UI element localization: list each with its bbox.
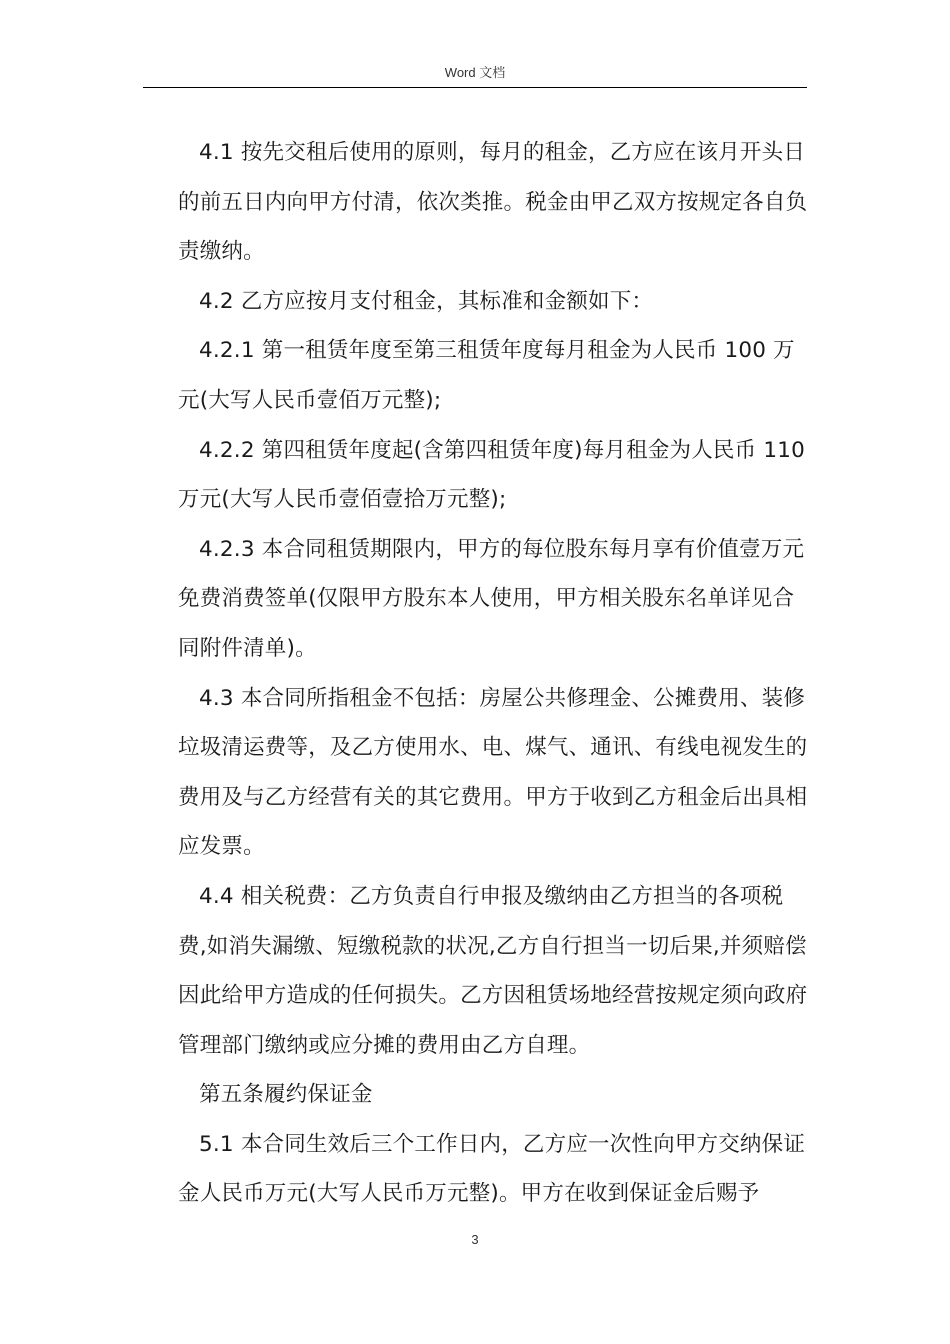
page-number: 3 xyxy=(471,1232,479,1247)
section-heading-article-5: 第五条履约保证金 xyxy=(199,1082,373,1108)
paragraph-4-2-3: 4.2.3 本合同租赁期限内，甲方的每位股东每月享有价值壹万元免费消费签单(仅限甲方股东本人使用，甲方相关股东名单详见合同附件清单)。 xyxy=(178,536,805,661)
page-header: Word 文档 xyxy=(444,65,506,80)
paragraph-4-4: 4.4 相关税费：乙方负责自行申报及缴纳由乙方担当的各项税费,如消失漏缴、短缴税款的状况,乙方自行担当一切后果,并须赔偿因此给甲方造成的任何损失。乙方因租赁场地经营按规定须向政府管理部门缴纳或应分摊的费用由乙方自理。 xyxy=(178,883,808,1058)
document-body xyxy=(178,128,810,1219)
paragraph-4-2: 4.2 乙方应按月支付租金，其标准和金额如下： xyxy=(199,288,654,314)
paragraph-4-2-2: 4.2.2 第四租赁年度起(含第四租赁年度)每月租金为人民币 110 万元(大写人民币壹佰壹拾万元整); xyxy=(178,437,805,513)
header-divider xyxy=(143,87,807,88)
paragraph-4-3: 4.3 本合同所指租金不包括：房屋公共修理金、公摊费用、装修垃圾清运费等，及乙方使用水、电、煤气、通讯、有线电视发生的费用及与乙方经营有关的其它费用。甲方于收到乙方租金后出具相应发票。 xyxy=(178,685,808,860)
paragraph-5-1: 5.1 本合同生效后三个工作日内，乙方应一次性向甲方交纳保证金人民币万元(大写人民币万元整)。甲方在收到保证金后赐予 xyxy=(178,1131,806,1207)
paragraph-4-1: 4.1 按先交租后使用的原则，每月的租金，乙方应在该月开头日的前五日内向甲方付清，依次类推。税金由甲乙双方按规定各自负责缴纳。 xyxy=(178,140,808,265)
paragraph-4-2-1: 4.2.1 第一租赁年度至第三租赁年度每月租金为人民币 100 万元(大写人民币壹佰万元整); xyxy=(178,338,795,413)
